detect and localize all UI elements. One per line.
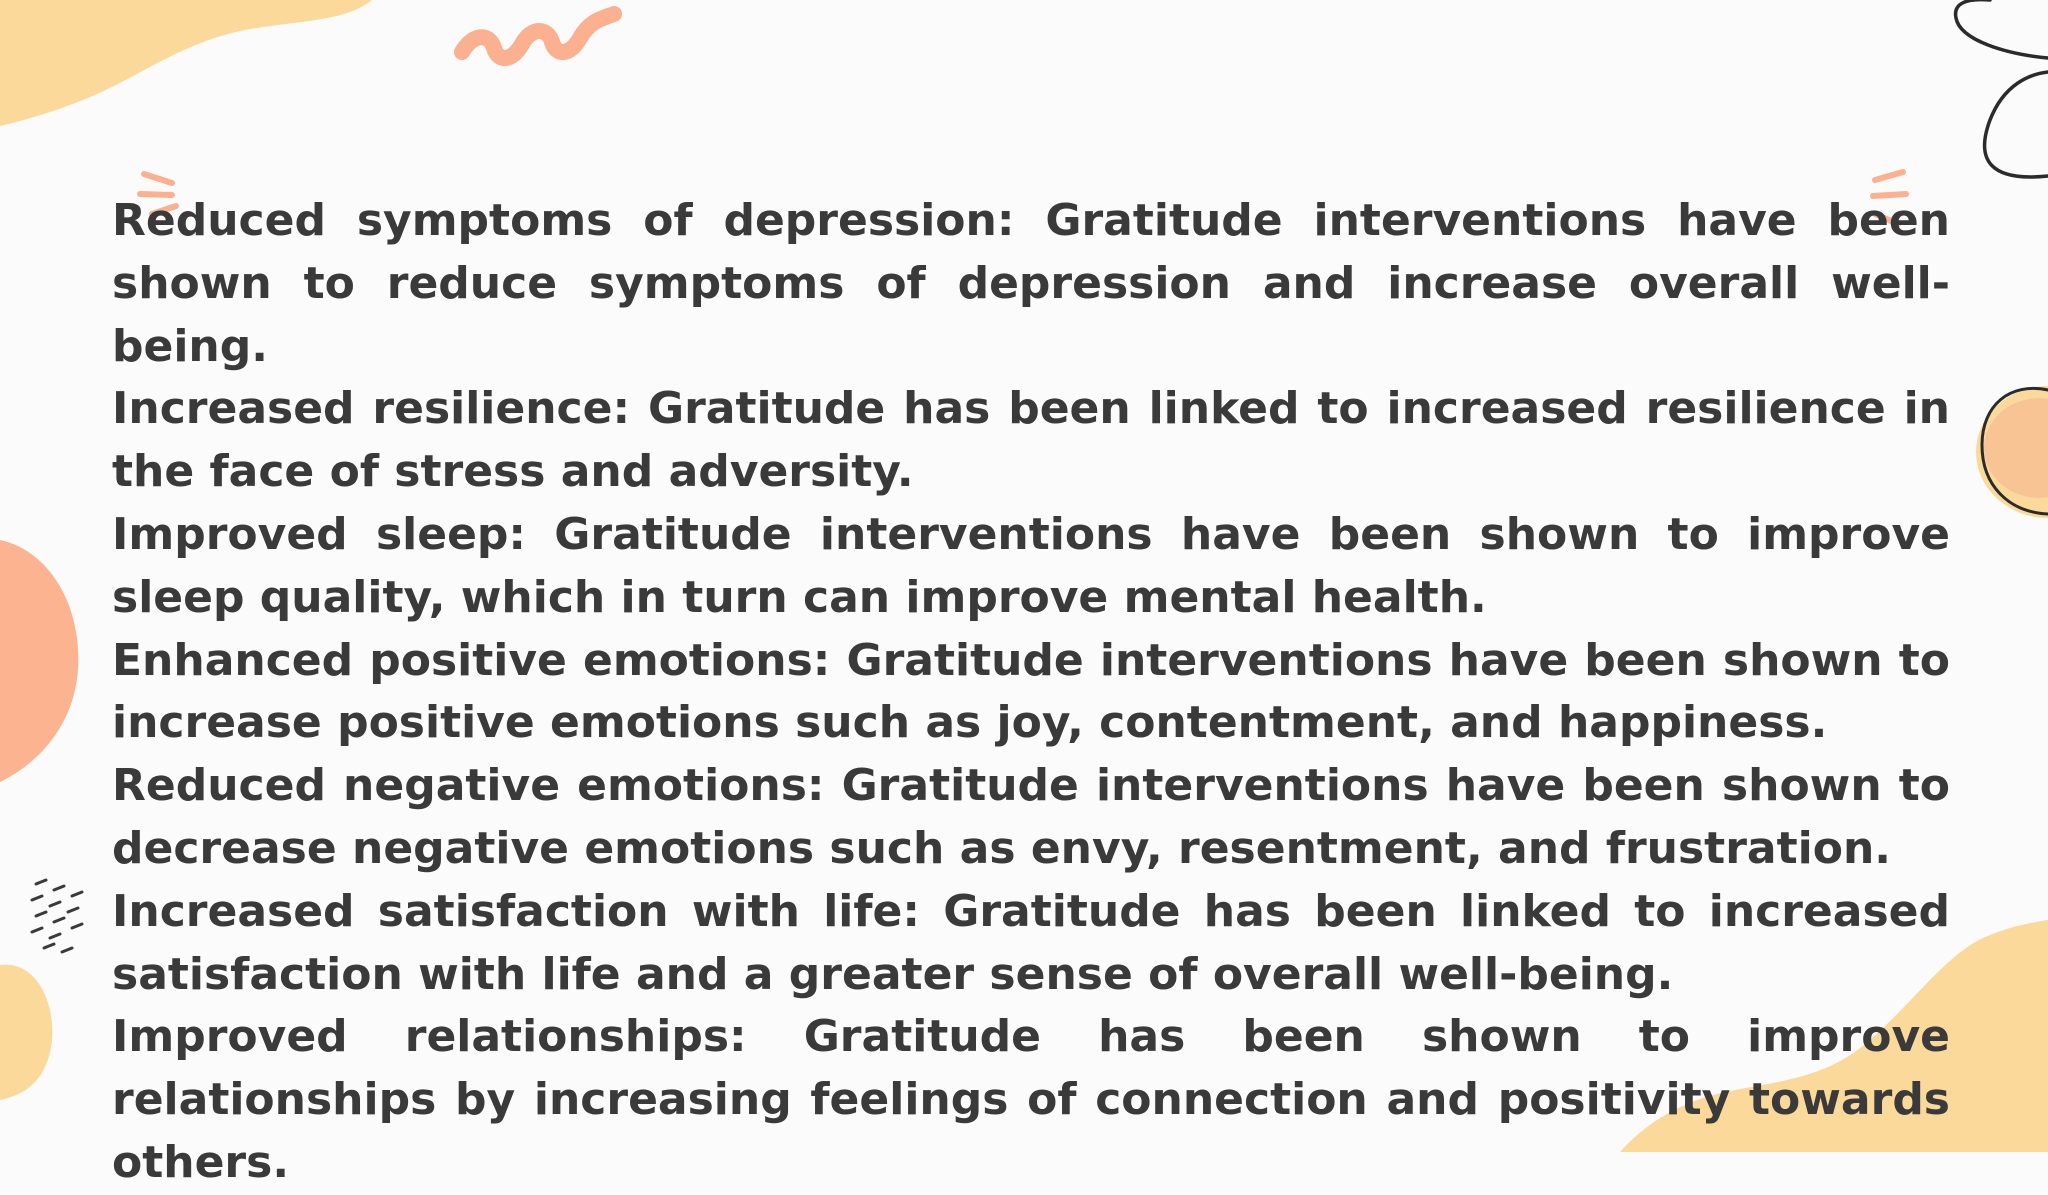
loop-line-top-right (1956, 0, 2048, 177)
peach-blob-left (0, 540, 78, 782)
slide-body (112, 190, 1950, 1195)
paragraph-life-satisfaction: Increased satisfaction with life: Gratitude has been linked to increased satisfaction with life and a greater sense of overall well-being. (112, 885, 1950, 1000)
paragraph-resilience: Increased resilience: Gratitude has been linked to increased resilience in the face of stress and adversity. (112, 383, 1950, 498)
paragraph-depression: Reduced symptoms of depression: Gratitude interventions have been shown to reduce symptoms of depression and increase overall well-being. (112, 195, 1950, 372)
paragraph-positive-emotions: Enhanced positive emotions: Gratitude interventions have been shown to increase positive emotions such as joy, contentment, and happiness. (112, 634, 1950, 749)
dash-pattern-left (32, 880, 82, 952)
paragraph-relationships: Improved relationships: Gratitude has been shown to improve relationships by increasing feelings of connection and positivity towards others. (112, 1011, 1950, 1188)
paragraph-sleep: Improved sleep: Gratitude interventions have been shown to improve sleep quality, which in turn can improve mental health. (112, 508, 1950, 623)
paragraph-negative-emotions: Reduced negative emotions: Gratitude interventions have been shown to decrease negative emotions such as envy, resentment, and frustration. (112, 760, 1950, 874)
ring-blob-right (1976, 386, 2048, 518)
yellow-blob-bottom-left (0, 965, 52, 1100)
squiggle-top (462, 14, 614, 58)
yellow-blob-top-left (0, 0, 372, 126)
